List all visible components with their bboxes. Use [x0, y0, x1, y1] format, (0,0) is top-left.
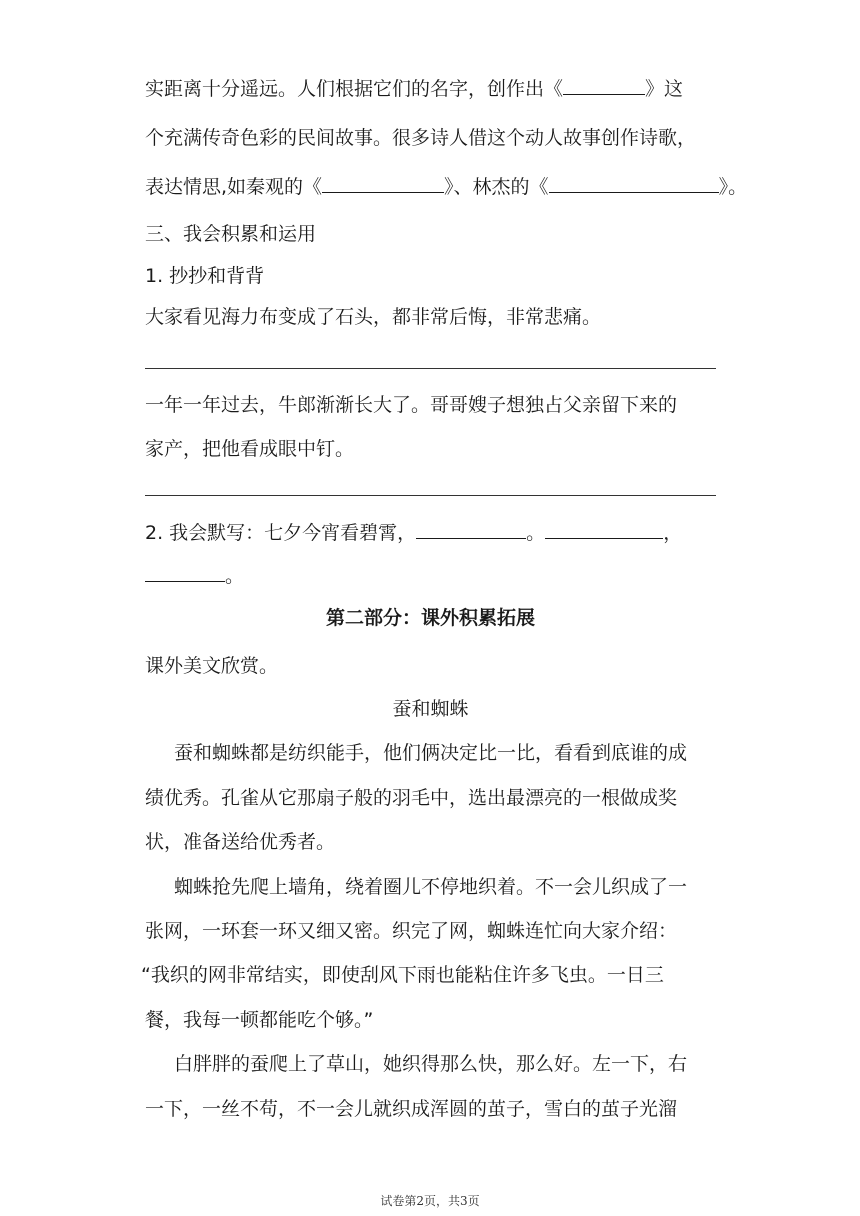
intro-text: 课外美文欣赏。: [145, 655, 279, 677]
fill-blank[interactable]: [545, 520, 663, 539]
writing-line[interactable]: [145, 368, 716, 369]
dictation-question: 。: [145, 563, 725, 588]
paragraph-line: 张网，一环套一环又细又密。织完了网，蜘蛛连忙向大家介绍：: [145, 920, 678, 942]
paragraph-line: 蚕和蜘蛛都是纺织能手，他们俩决定比一比，看看到底谁的成: [174, 742, 688, 764]
fill-blank[interactable]: [563, 76, 645, 95]
copy-sentence: 家产，把他看成眼中钉。: [145, 438, 355, 460]
question-label: 1. 抄抄和背背: [145, 265, 265, 287]
section-heading: 三、我会积累和运用: [145, 223, 317, 245]
copy-sentence: 一年一年过去，牛郎渐渐长大了。哥哥嫂子想独占父亲留下来的: [145, 394, 678, 416]
part-heading: 第二部分：课外积累拓展: [325, 607, 535, 629]
paragraph-line: 白胖胖的蚕爬上了草山，她织得那么快，那么好。左一下，右: [174, 1053, 688, 1075]
paragraph-line: “我织的网非常结实，即使刮风下雨也能粘住许多飞虫。一日三: [141, 964, 664, 986]
writing-line[interactable]: [145, 495, 716, 496]
fill-blank[interactable]: [322, 174, 444, 193]
paragraph-line: 一下，一丝不苟，不一会儿就织成浑圆的茧子，雪白的茧子光溜: [145, 1098, 678, 1120]
page-footer: 试卷第2页，共3页: [380, 1194, 480, 1208]
copy-sentence: 大家看见海力布变成了石头，都非常后悔，非常悲痛。: [145, 306, 602, 328]
text-line: 实距离十分遥远。人们根据它们的名字，创作出《 》这: [145, 78, 684, 100]
story-title: 蚕和蜘蛛: [392, 698, 469, 720]
dictation-question: 2. 我会默写：七夕今宵看碧霄， 。 ，: [145, 522, 683, 544]
text-line: 表达情思,如秦观的《 》、林杰的《 》。: [145, 176, 748, 198]
paragraph-line: 餐，我每一顿都能吃个够。”: [145, 1009, 374, 1031]
paragraph-line: 状，准备送给优秀者。: [145, 831, 336, 853]
text-line: 个充满传奇色彩的民间故事。很多诗人借这个动人故事创作诗歌，: [145, 127, 697, 149]
paragraph-line: 蜘蛛抢先爬上墙角，绕着圈儿不停地织着。不一会儿织成了一: [174, 876, 688, 898]
fill-blank[interactable]: [145, 563, 225, 582]
fill-blank[interactable]: [416, 520, 526, 539]
fill-blank[interactable]: [549, 174, 719, 193]
paragraph-line: 绩优秀。孔雀从它那扇子般的羽毛中，选出最漂亮的一根做成奖: [145, 787, 678, 809]
